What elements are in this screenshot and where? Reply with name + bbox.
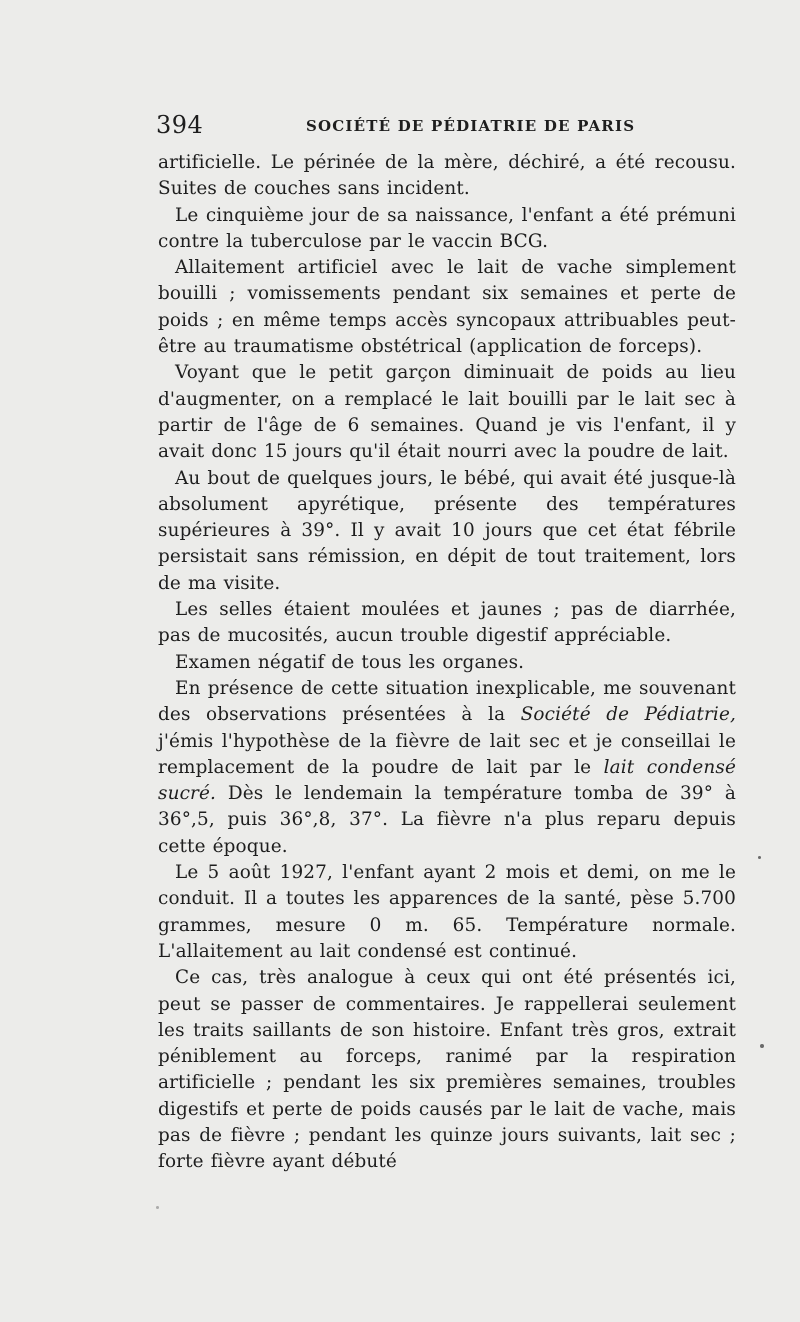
paragraph-7: Examen négatif de tous les organes. xyxy=(175,651,525,673)
running-title: SOCIÉTÉ DE PÉDIATRIE DE PARIS xyxy=(306,117,636,135)
page-speck xyxy=(758,856,761,859)
paragraph-2: Le cinquième jour de sa naissance, l'enfant a été prémuni contre la tuberculose par le vaccin BCG. xyxy=(158,204,736,252)
page-speck xyxy=(760,1044,764,1048)
paragraph-8-text-b: j'émis l'hypothèse de la fièvre de lait sec et je conseillai le remplacement de la poudre de lait par le xyxy=(158,730,736,778)
paragraph-3: Allaitement artificiel avec le lait de vache simplement bouilli ; vomissements pendant six semaines et perte de poids ; en même temps accès syncopaux attribuables peut-être au traumatisme obstétrical (application de forceps). xyxy=(158,257,736,358)
paragraph-8-text-a: En présence de cette situation inexplicable, me souvenant des observations présentées à la xyxy=(158,677,736,726)
paragraph-5: Au bout de quelques jours, le bébé, qui avait été jusque-là absolument apyrétique, présente des températures supérieures à 39°. Il y avait 10 jours que cet état fébrile persistait sans rémission, en dépit de tout traitement, lors de ma visite. xyxy=(158,467,736,594)
paragraph-8-italic-milk: lait condensé sucré. xyxy=(158,756,736,805)
page-speck xyxy=(156,1206,159,1209)
body-text xyxy=(158,150,736,1176)
paragraph-6: Les selles étaient moulées et jaunes ; pas de diarrhée, pas de mucosités, aucun trouble digestif appréciable. xyxy=(158,599,736,647)
paragraph-8-italic-society: Société de Pédiatrie, xyxy=(520,704,736,726)
page-header xyxy=(156,108,736,142)
paragraph-10: Ce cas, très analogue à ceux qui ont été présentés ici, peut se passer de commentaires. Je rappellerai seulement les traits saillants de son histoire. Enfant très gros, extrait péniblement au forceps, ranimé par la respiration artificielle ; pendant les six premières semaines, troubles digestifs et perte de poids causés par le lait de vache, mais pas de fièvre ; pendant les quinze jours suivants, lait sec ; forte fièvre ayant débuté xyxy=(158,967,736,1173)
paragraph-8-text-c: Dès le lendemain la température tomba de 39° à 36°,5, puis 36°,8, 37°. La fièvre n'a plus reparu depuis cette époque. xyxy=(158,783,736,857)
paragraph-4: Voyant que le petit garçon diminuait de poids au lieu d'augmenter, on a remplacé le lait bouilli par le lait sec à partir de l'âge de 6 semaines. Quand je vis l'enfant, il y avait donc 15 jours qu'il était nourri avec la poudre de lait. xyxy=(158,362,736,463)
paragraph-1: artificielle. Le périnée de la mère, déchiré, a été recousu. Suites de couches sans incident. xyxy=(158,152,736,200)
page-number: 394 xyxy=(156,111,204,139)
paragraph-8 xyxy=(158,676,736,860)
paragraph-9: Le 5 août 1927, l'enfant ayant 2 mois et demi, on me le conduit. Il a toutes les apparences de la santé, pèse 5.700 grammes, mesure 0 m. 65. Température normale. L'allaitement au lait condensé est continué. xyxy=(158,862,736,962)
